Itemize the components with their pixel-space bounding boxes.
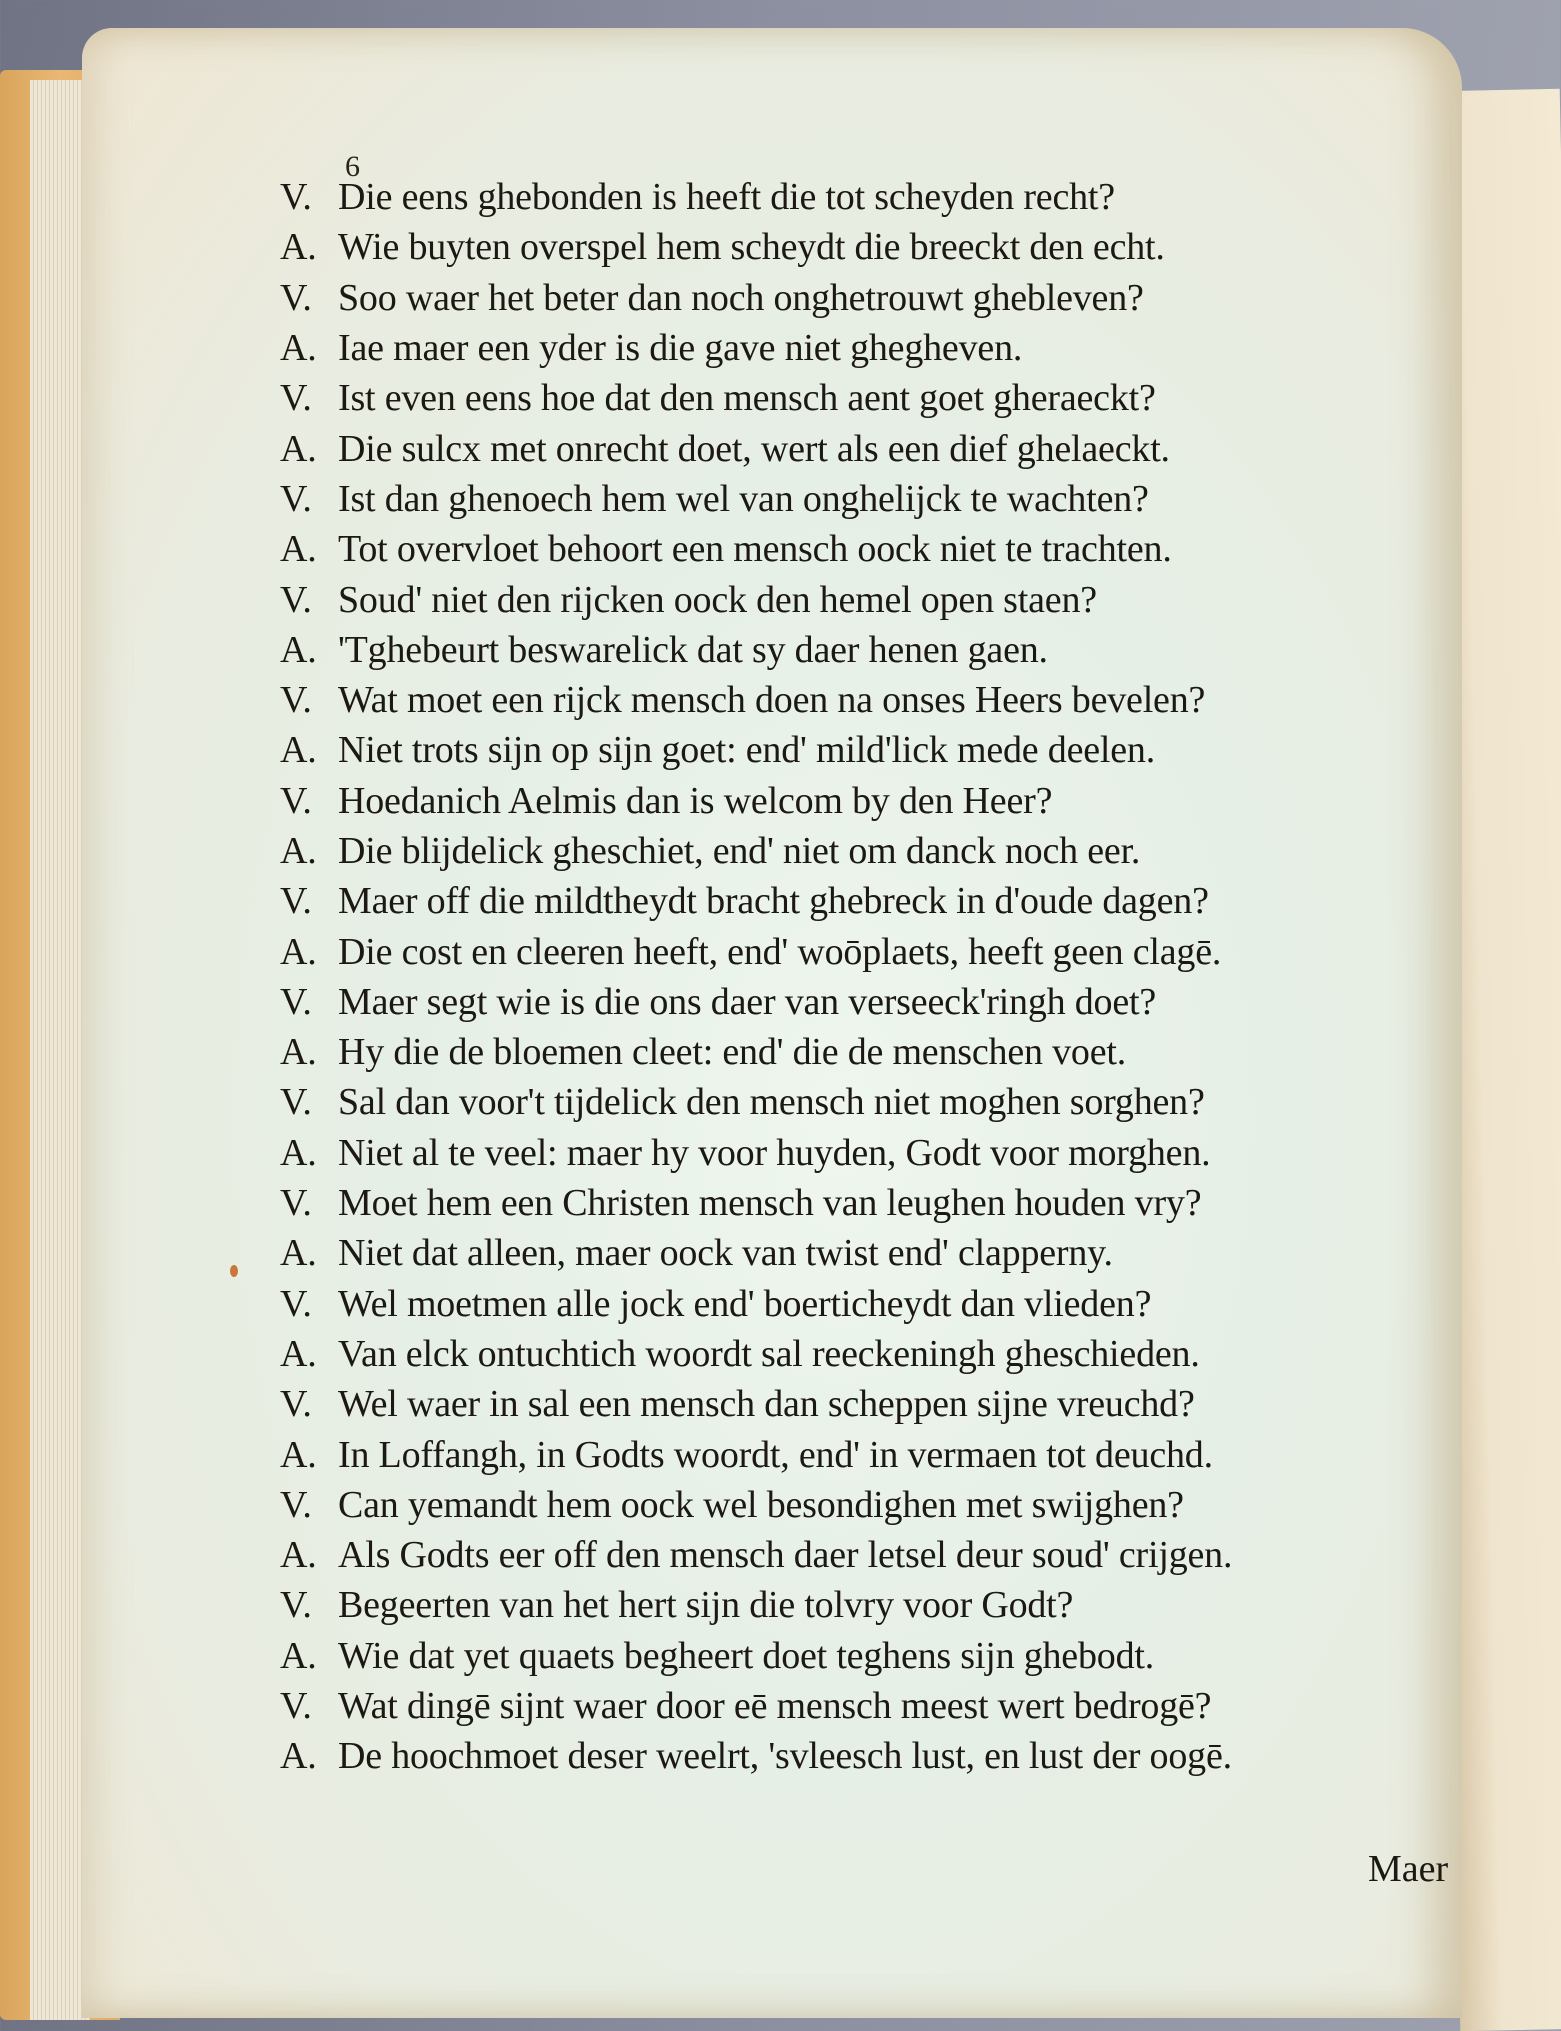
line-text: Wel waer in sal een mensch dan scheppen sijne vreuchd?: [338, 1383, 1195, 1426]
speaker-mark: A.: [280, 930, 317, 973]
line-text: Wie dat yet quaets begheert doet teghens sijn ghebodt.: [338, 1634, 1155, 1677]
speaker-mark: V.: [280, 779, 312, 822]
line-text: Hoedanich Aelmis dan is welcom by den Heer?: [338, 779, 1053, 822]
speaker-mark: V.: [280, 679, 312, 722]
speaker-mark: A.: [280, 1332, 317, 1375]
speaker-mark: A.: [280, 628, 317, 671]
dialogue-line: [280, 826, 1480, 876]
dialogue-line: [280, 1580, 1480, 1630]
speaker-mark: A.: [280, 1534, 317, 1577]
line-text: Moet hem een Christen mensch van leughen houden vry?: [338, 1182, 1202, 1225]
line-text: Ist dan ghenoech hem wel van onghelijck te wachten?: [338, 477, 1149, 520]
dialogue-line: [280, 1027, 1480, 1077]
speaker-mark: A.: [280, 729, 317, 772]
dialogue-line: [280, 273, 1480, 323]
line-text: Soud' niet den rijcken oock den hemel open staen?: [338, 578, 1097, 621]
line-text: Die eens ghebonden is heeft die tot scheyden recht?: [338, 176, 1115, 219]
speaker-mark: V.: [280, 880, 312, 923]
dialogue-line: [280, 423, 1480, 473]
line-text: Soo waer het beter dan noch onghetrouwt ghebleven?: [338, 276, 1144, 319]
dialogue-line: [280, 1379, 1480, 1429]
dialogue-line: [280, 222, 1480, 272]
line-text: Ist even eens hoe dat den mensch aent goet gheraeckt?: [338, 377, 1156, 420]
dialogue-line: [280, 1178, 1480, 1228]
speaker-mark: A.: [280, 226, 317, 269]
speaker-mark: V.: [280, 1081, 312, 1124]
line-text: Wie buyten overspel hem scheydt die breeckt den echt.: [338, 226, 1165, 269]
dialogue-line: [280, 1279, 1480, 1329]
speaker-mark: V.: [280, 276, 312, 319]
line-text: Tot overvloet behoort een mensch oock niet te trachten.: [338, 528, 1172, 571]
line-text: Iae maer een yder is die gave niet ghegheven.: [338, 327, 1023, 370]
page-number: 6: [345, 150, 360, 183]
speaker-mark: A.: [280, 1735, 317, 1778]
ink-spot: [230, 1265, 238, 1277]
line-text: Die blijdelick gheschiet, end' niet om danck noch eer.: [338, 830, 1141, 872]
dialogue-line: [280, 1681, 1480, 1731]
line-text: Can yemandt hem oock wel besondighen met swijghen?: [338, 1483, 1184, 1526]
speaker-mark: A.: [280, 327, 317, 370]
line-text: Die sulcx met onrecht doet, wert als een dief ghelaeckt.: [338, 427, 1170, 470]
dialogue-line: [280, 323, 1480, 373]
speaker-mark: V.: [280, 477, 312, 520]
dialogue-line: [280, 1077, 1480, 1127]
dialogue-line: [280, 1480, 1480, 1530]
dialogue-line: [280, 625, 1480, 675]
dialogue-line: [280, 776, 1480, 826]
line-text: Begeerten van het hert sijn die tolvry voor Godt?: [338, 1584, 1074, 1627]
catchword: Maer: [1368, 1848, 1449, 1890]
dialogue-line: [280, 977, 1480, 1027]
dialogue-line: [280, 474, 1480, 524]
speaker-mark: A.: [280, 528, 317, 571]
line-text: Die cost en cleeren heeft, end' woōplaets, heeft geen clagē.: [338, 930, 1222, 973]
dialogue-line: [280, 1530, 1480, 1580]
line-text: Wat dingē sijnt waer door eē mensch meest wert bedrogē?: [338, 1685, 1212, 1728]
dialogue-line: [280, 574, 1480, 624]
speaker-mark: A.: [280, 1634, 317, 1677]
line-text: Maer off die mildtheydt bracht ghebreck in d'oude dagen?: [338, 880, 1209, 923]
line-text: Niet trots sijn op sijn goet: end' mild'lick mede deelen.: [338, 729, 1156, 772]
speaker-mark: A.: [280, 1433, 317, 1476]
dialogue-text: [280, 172, 1480, 1782]
dialogue-line: [280, 675, 1480, 725]
dialogue-line: [280, 725, 1480, 775]
speaker-mark: A.: [280, 427, 317, 470]
line-text: Sal dan voor't tijdelick den mensch niet moghen sorghen?: [338, 1081, 1205, 1124]
dialogue-line: [280, 876, 1480, 926]
line-text: Hy die de bloemen cleet: end' die de menschen voet.: [338, 1031, 1127, 1074]
dialogue-line: [280, 524, 1480, 574]
speaker-mark: V.: [280, 1483, 312, 1526]
speaker-mark: V.: [280, 176, 312, 219]
line-text: Niet al te veel: maer hy voor huyden, Godt voor morghen.: [338, 1131, 1211, 1174]
dialogue-line: [280, 1429, 1480, 1479]
line-text: De hoochmoet deser weelrt, 'svleesch lust, en lust der oogē.: [338, 1735, 1232, 1778]
line-text: In Loffangh, in Godts woordt, end' in vermaen tot deuchd.: [338, 1433, 1213, 1476]
dialogue-line: [280, 1228, 1480, 1278]
speaker-mark: V.: [280, 1685, 312, 1728]
speaker-mark: V.: [280, 1182, 312, 1225]
dialogue-line: [280, 1731, 1480, 1781]
line-text: 'Tghebeurt beswarelick dat sy daer henen gaen.: [338, 628, 1048, 671]
line-text: Maer segt wie is die ons daer van verseeck'ringh doet?: [338, 980, 1157, 1023]
speaker-mark: V.: [280, 1383, 312, 1426]
speaker-mark: V.: [280, 1584, 312, 1627]
line-text: Wat moet een rijck mensch doen na onses Heers bevelen?: [338, 679, 1206, 722]
speaker-mark: V.: [280, 578, 312, 621]
dialogue-line: [280, 172, 1480, 222]
speaker-mark: A.: [280, 1131, 317, 1174]
dialogue-line: [280, 1631, 1480, 1681]
line-text: Niet dat alleen, maer oock van twist end' clapperny.: [338, 1232, 1113, 1275]
line-text: Als Godts eer off den mensch daer letsel deur soud' crijgen.: [338, 1534, 1233, 1577]
line-text: Wel moetmen alle jock end' boerticheydt dan vlieden?: [338, 1282, 1152, 1325]
speaker-mark: V.: [280, 377, 312, 420]
dialogue-line: [280, 373, 1480, 423]
dialogue-line: [280, 1329, 1480, 1379]
speaker-mark: A.: [280, 1232, 317, 1275]
speaker-mark: V.: [280, 980, 312, 1023]
dialogue-line: [280, 926, 1480, 976]
page-stack-edge: [30, 80, 90, 2020]
speaker-mark: A.: [280, 1031, 317, 1074]
speaker-mark: V.: [280, 1282, 312, 1325]
line-text: Van elck ontuchtich woordt sal reeckeningh gheschieden.: [338, 1332, 1200, 1375]
speaker-mark: A.: [280, 830, 317, 872]
dialogue-line: [280, 1128, 1480, 1178]
